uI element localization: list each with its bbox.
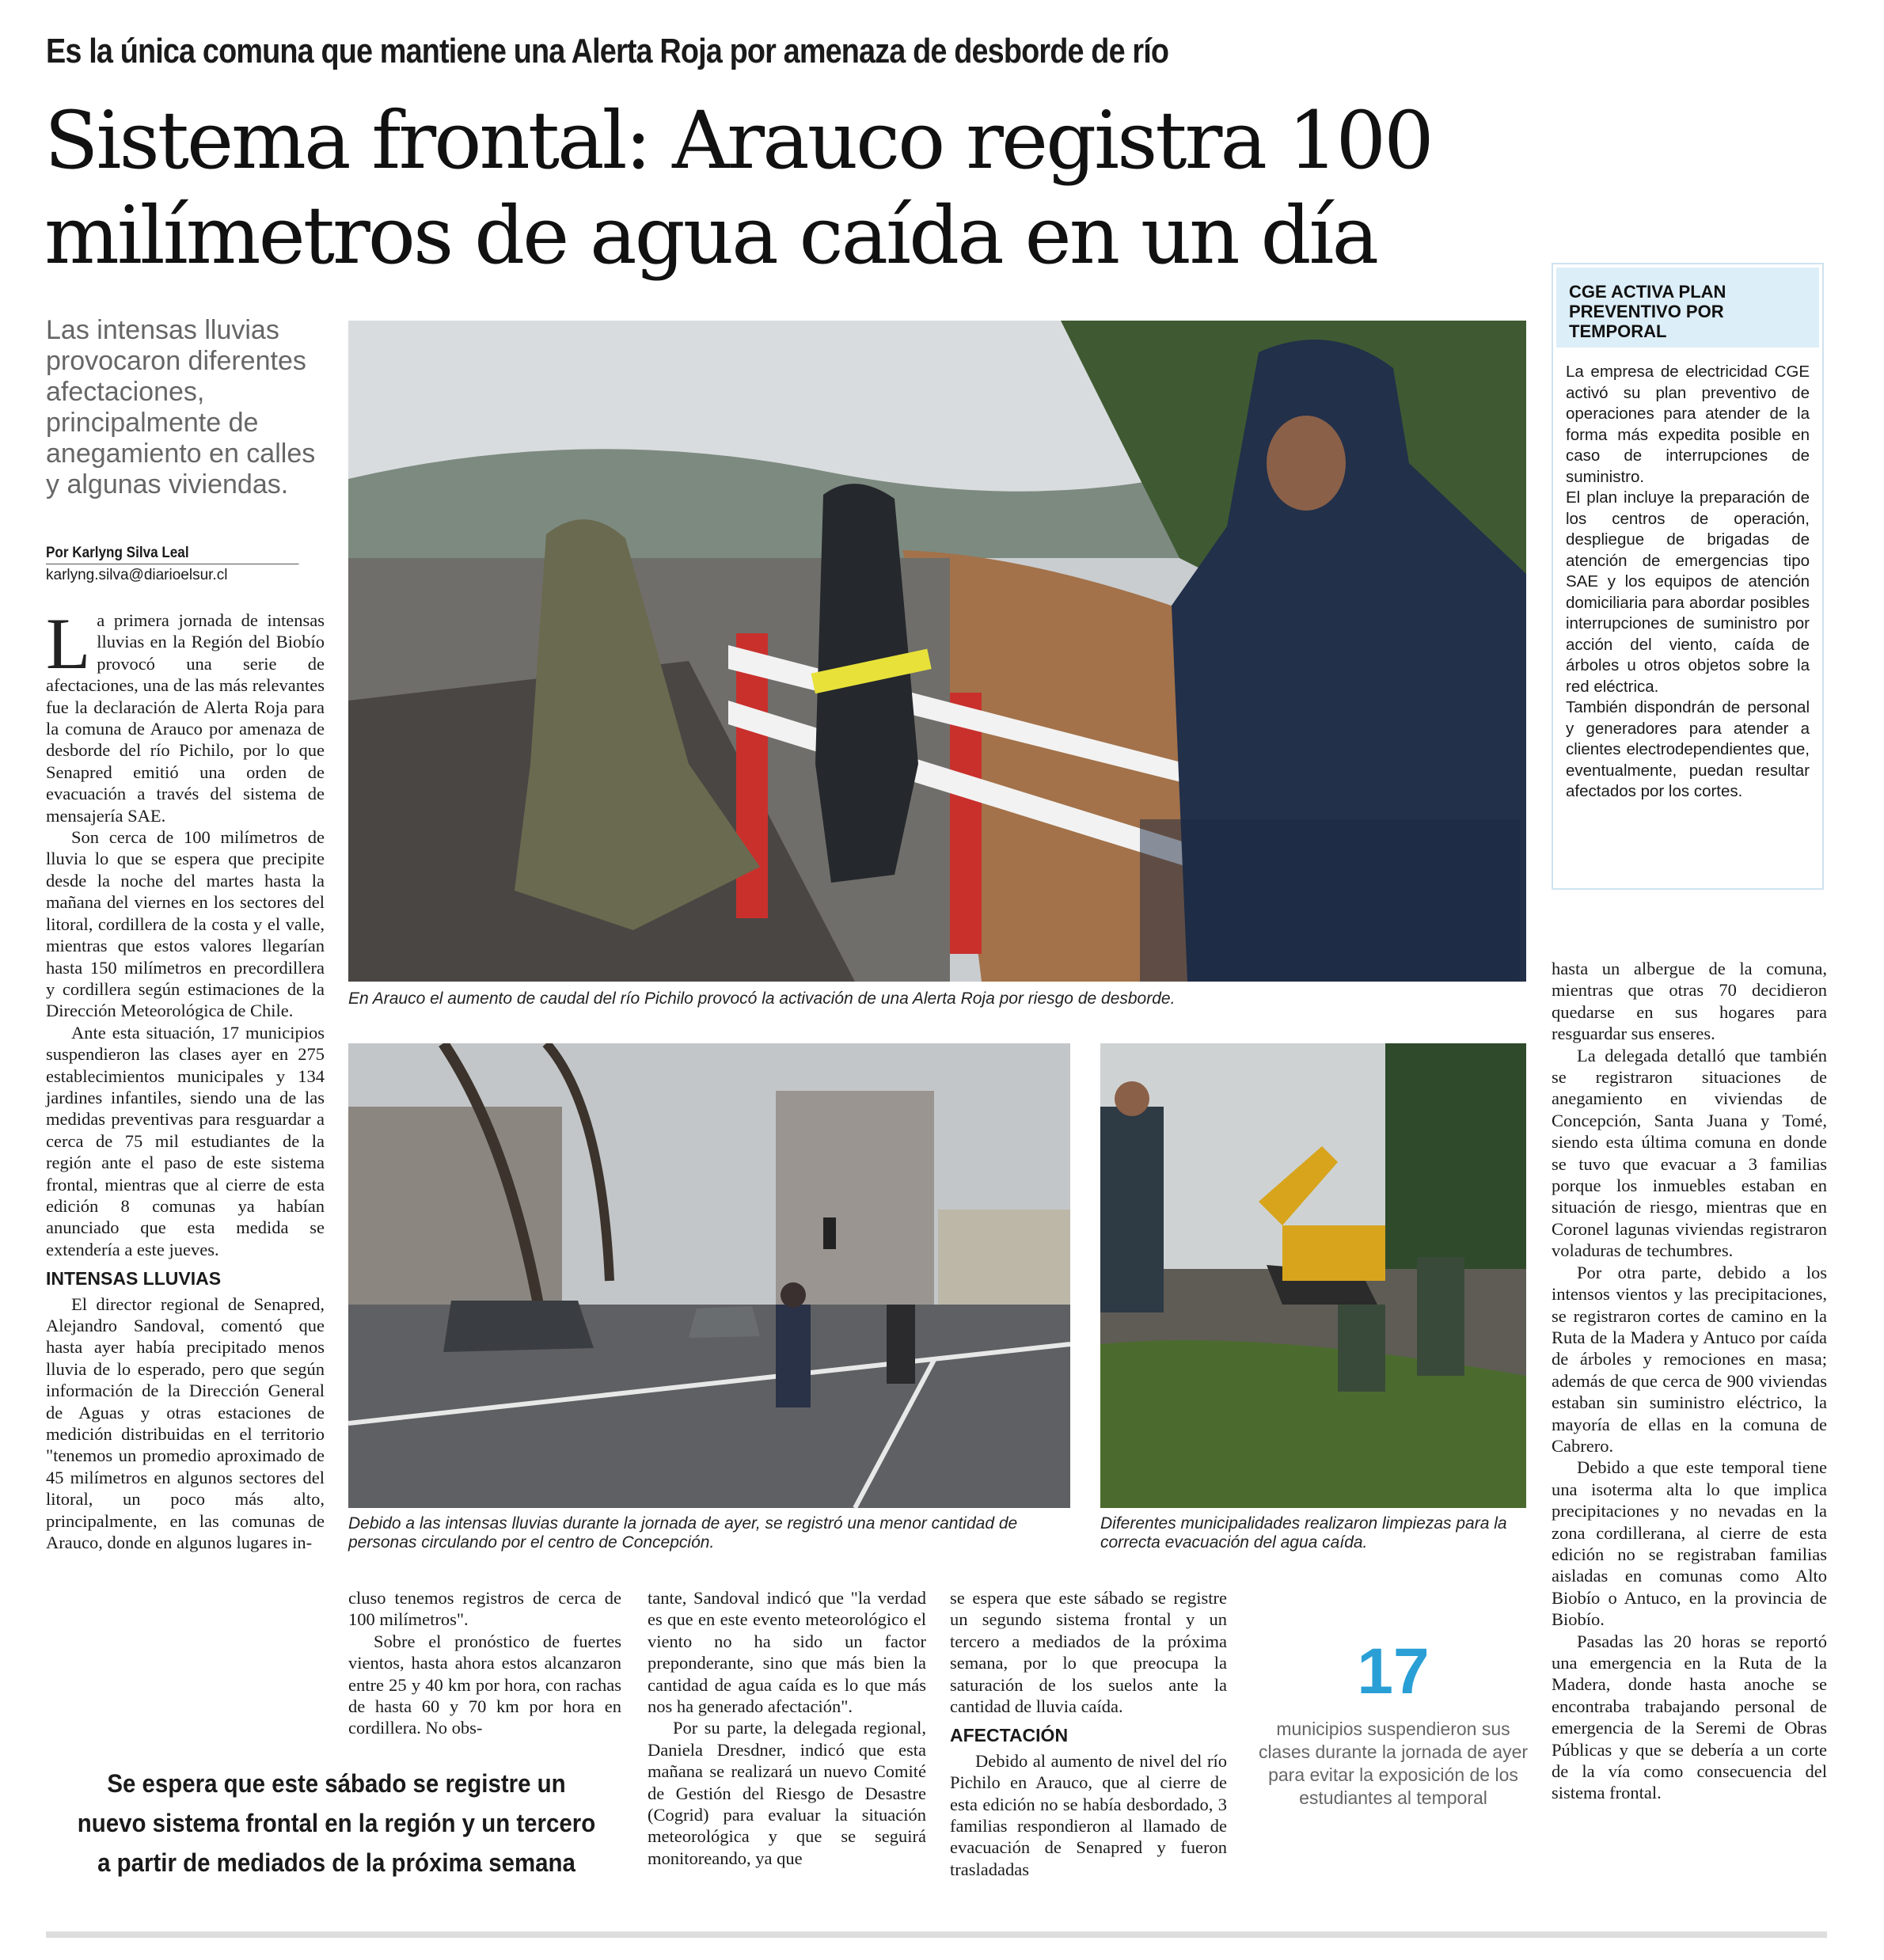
stat-number: 17 [1357,1635,1430,1707]
stat-text: municipios suspendieron sus clases durante la jornada de ayer para evitar la exposición de los estudiantes al temporal [1258,1719,1529,1808]
main-photo-caption: En Arauco el aumento de caudal del río Pichilo provocó la activación de una Alerta Roja por riesgo de desborde. [348,989,1176,1008]
paragraph: se espera que este sábado se registre un segundo sistema frontal y un tercero a mediados de la próxima semana, por lo que preocupa la saturación de los suelos ante la cantidad de lluvia caída. [950,1588,1227,1717]
paragraph: tante, Sandoval indicó que "la verdad es que en este evento meteorológico el viento no ha sido un factor preponderante, sino que más bien la cantidad de agua caída es lo que más nos ha generado afectación". [648,1588,926,1717]
paragraph: Por su parte, la delegada regional, Daniela Dresdner, indicó que esta mañana se realizará un nuevo Comité de Gestión del Riesgo de Desastre (Cogrid) para evaluar la situación meteorológica y que se seguirá monitoreando, ya que [648,1718,926,1868]
byline: Por Karlyng Silva Leal [46,545,299,564]
photo-municipal-cleaning [1100,1043,1526,1508]
paragraph: cluso tenemos registros de cerca de 100 milímetros". [348,1588,621,1630]
section-subhead: INTENSAS LLUVIAS [46,1268,222,1290]
drop-cap: L [46,603,91,684]
paragraph: Por otra parte, debido a los intensos vientos y las precipitaciones, se registraron cortes de camino en la Ruta de la Madera y Antuco por caída de árboles y remociones en masa; además de que cerca de 900 viviendas estaban sin suministro eléctrico, la mayoría de ellas en la comuna de Cabrero. [1552,1262,1827,1456]
sidebar-box [1552,263,1824,890]
kicker: Es la única comuna que mantiene una Alerta Roja por amenaza de desborde de río [46,32,1169,70]
article-column-2 [348,1587,621,1739]
photo-concepcion-street [348,1043,1070,1508]
sidebar-paragraph: El plan incluye la preparación de los centros de operación, despliegue de brigadas de atención de emergencias tipo SAE y los equipos de atención domiciliaria para abordar posibles interrupciones de suministro por acción del viento, caída de árboles u otros objetos sobre la red eléctrica. [1566,488,1810,696]
main-photo-bridge-river [348,321,1526,982]
article-column-5 [1552,958,1827,1804]
article-column-1 [46,603,325,1553]
lead-paragraph: Las intensas lluvias provocaron diferentes afectaciones, principalmente de anegamiento en calles y algunas viviendas. [46,315,316,499]
paragraph: hasta un albergue de la comuna, mientras que otras 70 decidieron quedarse en sus hogares para resguardar sus enseres. [1552,959,1827,1044]
pull-quote: Se espera que este sábado se registre un nuevo sistema frontal en la región y un tercero a partir de mediados de la próxima semana [77,1769,596,1877]
sidebar-paragraph: La empresa de electricidad CGE activó su plan preventivo de operaciones para atender de la forma más expedita posible en caso de interrupciones de suministro. [1566,363,1810,486]
paragraph: Pasadas las 20 horas se reportó una emergencia en la Ruta de la Madera, donde hasta anoche se encontraba trabajando personal de emergencia de la Seremi de Obras Públicas y que se debería a un corte de la vía como consecuencia del sistema frontal. [1552,1631,1827,1803]
sidebar-paragraph: También dispondrán de personal y generadores para atender a clientes electrodependientes que, eventualmente, puedan resultar afectados por los cortes. [1566,698,1810,800]
paragraph: Ante esta situación, 17 municipios suspendieron las clases ayer en 275 establecimientos municipales y 134 jardines infantiles, siendo una de las medidas preventivas para resguardar a cerca de 75 mil estudiantes de la región ante el paso de este sistema frontal, mientras que al cierre de esta edición 8 comunas ya habían anunciado que esta medida se extendería a este jueves. [46,1022,325,1259]
sidebar-body [1553,351,1822,814]
article-column-4 [950,1587,1227,1880]
paragraph: Debido a que este temporal tiene una isoterma alta lo que implica precipitaciones y no nevadas en la zona cordillerana, al cierre de esta edición no se registraban familias aisladas en comunas como Alto Biobío o Antuco, en la provincia de Biobío. [1552,1457,1827,1630]
photo-left-caption: Debido a las intensas lluvias durante la jornada de ayer, se registró una menor cantidad de personas circulando por el centro de Concepción. [348,1514,1018,1552]
headline: Sistema frontal: Arauco registra 100 milímetros de agua caída en un día [44,94,1432,282]
bottom-rule [46,1932,1827,1938]
paragraph: a primera jornada de intensas lluvias en la Región del Biobío provocó una serie de afectaciones, una de las más relevantes fue la declaración de Alerta Roja para la comuna de Arauco por amenaza de desborde del río Pichilo, por lo que Senapred emitió una orden de evacuación a través del sistema de mensajería SAE. [46,610,325,826]
paragraph: Debido al aumento de nivel del río Pichilo en Arauco, que al cierre de esta edición no se había desbordado, 3 familias respondieron al llamado de evacuación de Senapred y fueron trasladadas [950,1750,1227,1879]
article-column-3 [648,1587,926,1869]
paragraph: El director regional de Senapred, Alejandro Sandoval, comentó que hasta ayer había precipitado menos lluvia de lo esperado, pero que según información de la Dirección General de Aguas y otras estaciones de medición distribuidas en el territorio "tenemos un promedio aproximado de 45 milímetros en algunos sectores del litoral, un poco más alto, principalmente, en las comunas de Arauco, donde en algunos lugares in- [46,1293,325,1553]
author-email[interactable]: karlyng.silva@diarioelsur.cl [46,567,228,583]
section-subhead: AFECTACIÓN [950,1725,1069,1746]
sidebar-title: CGE ACTIVA PLAN PREVENTIVO POR TEMPORAL [1556,268,1819,348]
paragraph: La delegada detalló que también se registraron situaciones de anegamiento en viviendas de Concepción, Santa Juana y Tomé, siendo esta última comuna en donde se tuvo que evacuar a 3 familias porque los inmuebles estaban en situación de riesgo, mientras que en Coronel lagunas viviendas registraron voladuras de techumbres. [1552,1045,1827,1261]
paragraph: Sobre el pronóstico de fuertes vientos, hasta ahora estos alcanzaron entre 25 y 40 km por hora, con rachas de hasta 60 y 70 km por hora en cordillera. No obs- [348,1631,621,1738]
photo-right-caption: Diferentes municipalidades realizaron limpiezas para la correcta evacuación del agua caída. [1100,1514,1507,1552]
paragraph: Son cerca de 100 milímetros de lluvia lo que se espera que precipite desde la noche del martes hasta la mañana del viernes en los sectores del litoral, cordillera de la costa y el valle, mientras que estos valores llegarían hasta 150 milímetros en precordillera y cordillera según estimaciones de la Dirección Meteorológica de Chile. [46,827,325,1021]
